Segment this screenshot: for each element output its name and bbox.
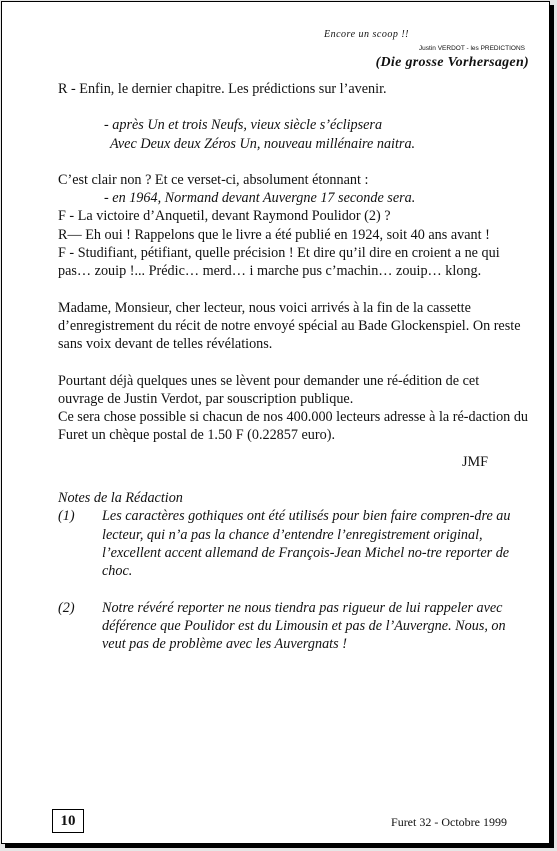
spacer	[58, 281, 528, 299]
paragraph-6: Madame, Monsieur, cher lecteur, nous voici arrivés à la fin de la cassette d’enregistrement du récit de notre envoyé spécial au Bade Glockenspiel. On reste sans voix devant de telles révélations.	[58, 299, 521, 353]
issue-label: Furet 32 - Octobre 1999	[391, 815, 507, 829]
paragraph-8: Ce sera chose possible si chacun de nos 400.000 lecteurs adresse à la ré-daction du Furet un chèque postal de 1.50 F (0.22857 euro).	[58, 409, 529, 444]
paragraph-7: Pourtant déjà quelques unes se lèvent pour demander une ré-édition de cet ouvrage de Justin Verdot, par souscription publique.	[58, 372, 480, 407]
page-number-box: 10	[52, 809, 84, 833]
note-text: Notre révéré reporter ne nous tiendra pas rigueur de lui rappeler avec déférence que Poulidor est du Limousin et pas de l’Auvergne. Nous, on veut pas de problème avec les Auvergnats !	[102, 599, 506, 653]
verse-2: Avec Deux deux Zéros Un, nouveau millénaire naitra.	[110, 135, 416, 152]
note-item	[58, 507, 528, 580]
note-number: (1)	[58, 508, 75, 525]
verse-1: - après Un et trois Neufs, vieux siècle s’éclipsera	[104, 117, 383, 134]
note-number: (2)	[58, 599, 75, 616]
verse-3: - en 1964, Normand devant Auvergne 17 seconde sera.	[104, 190, 416, 207]
header-gothic-title: (Die grosse Vorhersagen)	[375, 55, 529, 70]
document-page	[1, 1, 550, 844]
article-body	[58, 80, 528, 653]
signature: JMF	[461, 453, 488, 470]
notes-title: Notes de la Rédaction	[58, 490, 183, 507]
header-scoop: Encore un scoop !!	[324, 29, 409, 40]
paragraph-3: F - La victoire d’Anquetil, devant Raymond Poulidor (2) ?	[58, 208, 391, 225]
spacer	[58, 153, 528, 171]
paragraph-2: C’est clair non ? Et ce verset-ci, absolument étonnant :	[58, 171, 369, 188]
spacer	[58, 581, 528, 599]
paragraph-5: F - Studifiant, pétifiant, quelle précision ! Et dire qu’il dire en croient a ne qui pas… zouip !... Prédic… merd… i marche pus c’machin… zouip… klong.	[58, 245, 500, 280]
paragraph-1: R - Enfin, le dernier chapitre. Les prédictions sur l’avenir.	[58, 81, 387, 97]
paragraph-4: R— Eh oui ! Rappelons que le livre a été publié en 1924, soit 40 ans avant !	[58, 226, 490, 243]
note-item	[58, 599, 528, 654]
note-text: Les caractères gothiques ont été utilisés pour bien faire compren-dre au lecteur, qui n’a pas la chance d’entendre l’enregistrement original, l’excellent accent allemand de François-Jean Michel no-tre reporter de choc.	[102, 508, 511, 580]
spacer	[58, 98, 528, 116]
header-author: Justin VERDOT - les PREDICTIONS	[418, 45, 525, 52]
spacer	[58, 354, 528, 372]
